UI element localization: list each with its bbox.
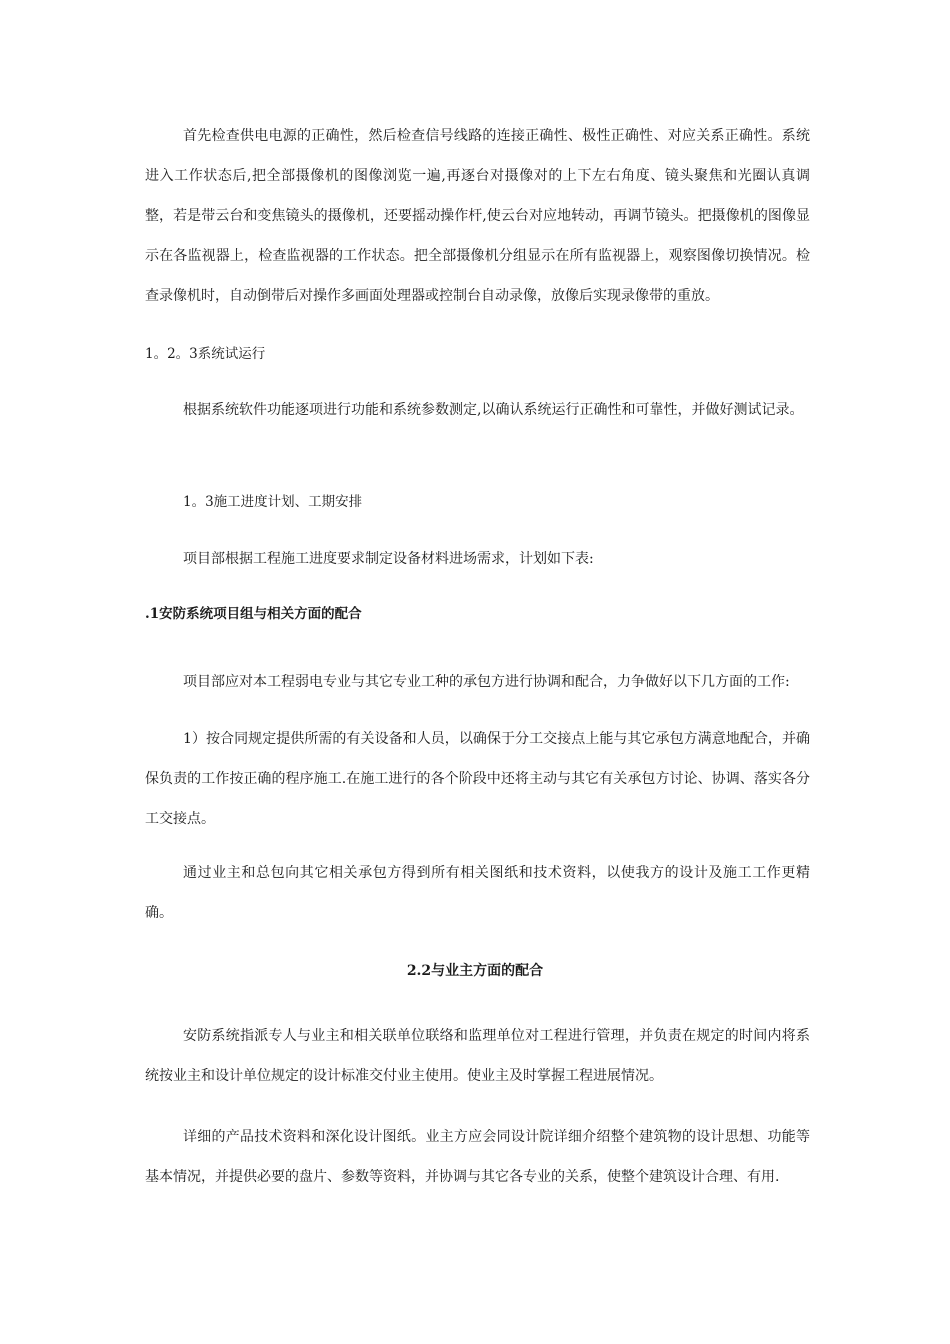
paragraph-drawings: 通过业主和总包向其它相关承包方得到所有相关图纸和技术资料，以使我方的设计及施工工作更精确。 bbox=[145, 865, 810, 921]
paragraph-system-test: 根据系统软件功能逐项进行功能和系统参数测定,以确认系统运行正确性和可靠性，并做好测试记录。 bbox=[183, 402, 804, 418]
paragraph-contract-item-1: 1）按合同规定提供所需的有关设备和人员，以确保于分工交接点上能与其它承包方满意地配合，并确保负责的工作按正确的程序施工.在施工进行的各个阶段中还将主动与其它有关承包方讨论、协调、落实各分工交接点。 bbox=[145, 731, 810, 827]
section-heading-2-2: 2.2与业主方面的配合 bbox=[406, 963, 544, 979]
paragraph-owner-liaison: 安防系统指派专人与业主和相关联单位联络和监理单位对工程进行管理，并负责在规定的时间内将系统按业主和设计单位规定的设计标准交付业主使用。使业主及时掌握工程进展情况。 bbox=[145, 1028, 810, 1084]
section-heading-2-1: .1安防系统项目组与相关方面的配合 bbox=[145, 606, 362, 622]
section-heading-1-2-3: 1。2。3系统试运行 bbox=[145, 346, 266, 362]
paragraph-schedule: 项目部根据工程施工进度要求制定设备材料进场需求，计划如下表: bbox=[183, 551, 594, 567]
paragraph-design-docs: 详细的产品技术资料和深化设计图纸。业主方应会同设计院详细介绍整个建筑物的设计思想、功能等基本情况，并提供必要的盘片、参数等资料，并协调与其它各专业的关系，使整个建筑设计合理、有用. bbox=[145, 1129, 810, 1185]
paragraph-camera-inspection: 首先检查供电电源的正确性，然后检查信号线路的连接正确性、极性正确性、对应关系正确性。系统进入工作状态后,把全部摄像机的图像浏览一遍,再逐台对摄像对的上下左右角度、镜头聚焦和光圈认真调整，若是带云台和变焦镜头的摄像机，还要摇动操作杆,使云台对应地转动，再调节镜头。把摄像机的图像显示在各监视器上，检查监视器的工作状态。把全部摄像机分组显示在所有监视器上，观察图像切换情况。检查录像机时，自动倒带后对操作多画面处理器或控制台自动录像，放像后实现录像带的重放。 bbox=[145, 128, 810, 304]
paragraph-coordination: 项目部应对本工程弱电专业与其它专业工种的承包方进行协调和配合，力争做好以下几方面的工作: bbox=[183, 674, 790, 690]
section-heading-1-3: 1。3施工进度计划、工期安排 bbox=[183, 494, 363, 510]
